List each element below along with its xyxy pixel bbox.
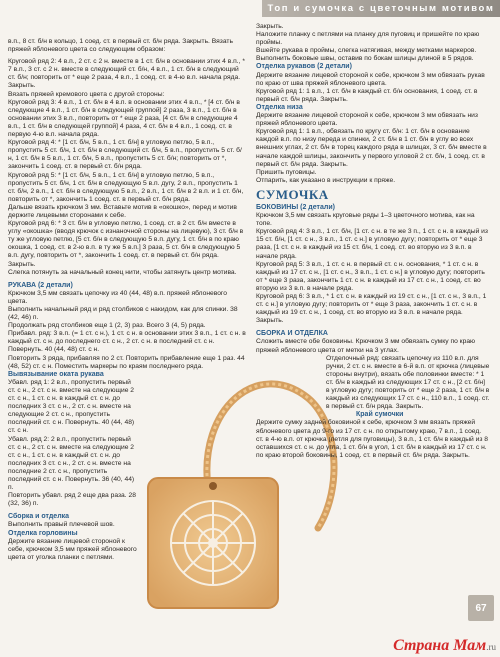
- paragraph: Держите вязание лицевой стороной к себе, крючком 3,5 мм пряжей яблоневого цвета от уголка планки с петлями.: [8, 537, 137, 561]
- section-title-sleeves: РУКАВА (2 детали): [8, 281, 73, 289]
- paragraph: Отпарить, как указано в инструкции к пряже.: [256, 176, 396, 184]
- paragraph: Круговой ряд 2: 4 в.п., 2 ст. с 2 н. вместе в 1 ст. б/н в основании этих 4 в.п., * 7 в.п., 3 ст. с 2 н. вместе в следующий ст. б/н, 4 в.п., 1 ст. б/н в следующий ст. б/н; повторить от * еще 2 раза, 4 в.п., 1 соед. ст. в 4-ю в.п. начала ряда. Закрыть.: [8, 58, 245, 90]
- section-title-finishing: СБОРКА И ОТДЕЛКА: [256, 330, 328, 338]
- paragraph: Круговой ряд 5: 3 в.п., 1 ст. с н. в первый ст. с н. основания, * 1 ст. с н. в каждый из 17 ст. с н., [1 ст. с н., 3 в.п., 1 ст. с н.] в угловую дугу; повторить от * еще 3 раза, закончить 1 ст. с н. в каждый из 17 ст. с н., 1 соед. ст. во вторую из 3 в.п. в начале ряда.: [256, 260, 485, 292]
- logo-domain: .ru: [486, 642, 496, 652]
- paragraph: Круговой ряд 6: 3 в.п., * 1 ст. с н. в каждый из 19 ст. с н., [1 ст. с н., 3 в.п., 1 ст. с н.] в угловую дугу; повторить от * еще 3 раза, закончить 1 ст. с н. в каждый из 19 ст. с н., 1 соед. ст. во вторую из 3 в.п. в начале ряда. Закрыть.: [256, 293, 487, 325]
- paragraph: Сложить вместе обе боковины. Крючком 3 мм обвязать сумку по краю пряжей яблоневого цвета от метки на 3 углах.: [256, 338, 476, 354]
- paragraph: Повторить 3 ряда, прибавляя по 2 ст. Повторить прибавление еще 1 раз. 44 (48, 52) ст. с н. Поместить маркеры по краям последнего ряда.: [8, 354, 245, 370]
- page-header: [262, 0, 500, 17]
- paragraph: Слегка потянуть за начальный конец нити, чтобы затянуть центр мотива.: [8, 268, 237, 276]
- logo-text: Страна Мам: [393, 637, 487, 654]
- paragraph: Вязать пряжей кремового цвета с другой стороны:: [8, 90, 165, 98]
- paragraph: Круговой ряд 5: * [1 ст. б/н, 5 в.п., 1 ст. б/н] в угловую петлю, 5 в.п., пропустить 5 ст. б/н, 1 ст. б/н в следующую 5 в.п. дугу, 2 в.п., пропустить 1 ст. б/н, 2 в.п., 1 ст. б/н в следующую 5 в.п., 2 в.п., 1 ст. б/н в 2 в.п. и 1 ст. б/н, повторить от *, закончить 1 соед. ст. в первый ст. б/н ряда.: [8, 171, 244, 203]
- paragraph: Круговой ряд 3: 4 в.п., 1 ст. б/н в 4 в.п. в основании этих 4 в.п., * [4 ст. б/н в следующие 4 в.п., 1 ст. б/н в следующей группой] 2 раза, 3 в.п., 1 ст. б/н в основании этих 3 в.п., повторить от * еще 2 раза, [4 ст. б/н в следующие 4 в.п., 1 ст. б/н в следующей группой] 4 раза, 4 ст. б/н в 4 в.п., 1 соед. ст. в первую 4-ю в.п. начала ряда.: [8, 98, 240, 139]
- paragraph: Круговой ряд 6: * 3 ст. б/н в угловую петлю, 1 соед. ст. в 2 ст. б/н вместе в углу «окошка» (вводя крючок с изнаночной стороны на лицевую), 3 ст. б/н в ту же угловую петлю, [5 ст. б/н в следующую 5 в.п. дугу, 1 ст. б/н в по краю окошка, 1 соед. ст. в 2-ю в.п. в ту же 5 в.п.] 3 раза, 5 ст. б/н в следующую 5 в.п. дугу, повторить от *, закончить 1 соед. ст. в первый ст. б/н ряда. Закрыть.: [8, 220, 244, 268]
- header-title: Топ и сумочка с цветочным мотивом: [267, 3, 495, 14]
- subsection-title: Вывязывание оката рукава: [8, 370, 104, 378]
- paragraph: Выполнить боковые швы, оставив по бокам шлицы длиной в 5 рядов.: [256, 55, 474, 63]
- paragraph: Держите вязание лицевой стороной к себе, крючком 3 мм обвязать низ пряжей яблоневого цвета.: [256, 112, 478, 128]
- paragraph: Пришить пуговицы.: [256, 168, 317, 176]
- paragraph: Наложите планку с петлями на планку для пуговиц и пришейте по краю проймы.: [256, 31, 480, 47]
- paragraph: Выполнить правый плечевой шов.: [8, 521, 115, 529]
- paragraph: Круговой ряд 1: 1 в.п., 1 ст. б/н в каждый ст. б/н основания, 1 соед. ст. в первый ст. б/н ряда. Закрыть.: [256, 87, 478, 103]
- paragraph: Закрыть.: [256, 23, 284, 30]
- subsection-title: Отделка рукавов (2 детали): [256, 63, 352, 71]
- paragraph: Продолжать ряд столбиков еще 1 (2, 3) раз. Всего 3 (4, 5) ряда.: [8, 322, 206, 330]
- paragraph: Дальше вязать крючком 3 мм. Вставьте мотив в «окошко», перед и мотив держите лицевыми сторонами к себе.: [8, 203, 237, 219]
- paragraph: Отделочный ряд: связать цепочку из 110 в.п. для ручки, 2 ст. с н. вместе в 6-й в.п. от крючка (лицевые стороны внутри), вязать обе половинки вместе: * 1 ст. б/н в каждый из следующих 17 ст. с н., [2 ст. б/н] в угловую дугу; повторить от * еще 2 раза, 1 ст. б/н в каждый из следующих 17 ст. с н., 110 в.п., 1 соед. ст. в первый ст. б/н ряда. Закрыть.: [326, 354, 490, 411]
- paragraph: Держите вязание лицевой стороной к себе, крючком 3 мм обвязать рукав по краю от шва пряжей яблоневого цвета.: [256, 71, 485, 87]
- paragraph: Крючком 3,5 мм связать цепочку из 40 (44, 48) в.п. пряжей яблоневого цвета.: [8, 289, 227, 305]
- subsection-title: Отделка низа: [256, 103, 303, 111]
- paragraph: Крючком 3,5 мм связать круговые ряды 1–3 цветочного мотива, как на топе.: [256, 212, 475, 228]
- site-logo[interactable]: [393, 637, 496, 655]
- paragraph: Повторить убавл. ряд 2 еще два раза. 28 (32, 36) п.: [8, 492, 136, 508]
- subsection-title: Отделка горловины: [8, 529, 78, 537]
- paragraph: Держите сумку задней боковиной к себе, крючком 3 мм вязать пряжей яблоневого цвета до 9-го из 17 ст. с н. по открытому краю, 7 в.п., 1 соед. ст. в 4-ю в.п. от крючка (петля для пуговицы), 3 в.п., 1 ст. б/н в каждый из 8 оставшихся ст. с н. до угла, 1 ст. б/н в угол, 1 ст. б/н в каждый из 17 ст. с н. по краю второй боковины, 1 соед. ст. в первый ст. б/н ряда. Закрыть.: [256, 419, 489, 459]
- paragraph: Убавл. ряд 2: 2 в.п., пропустить первый ст. с н., 2 ст. с н. вместе на следующие 2 ст. с н., 1 ст. с н. в каждый ст. с н. до последних 3 ст. с н., 2 ст. с н. вместе на последние 2 ст. с н., пропустить последний ст. с н. Повернуть. 36 (40, 44) п.: [8, 435, 135, 492]
- section-title-sides: БОКОВИНЫ (2 детали): [256, 203, 335, 211]
- right-column: [256, 23, 490, 460]
- paragraph: в.п., 8 ст. б/н в кольцо, 1 соед. ст. в первый ст. б/н ряда. Закрыть. Вязать пряжей яблоневого цвета со следующим образом:: [8, 38, 233, 54]
- page-number: 67: [468, 595, 494, 621]
- paragraph: Прибавл. ряд: 3 в.п. (= 1 ст. с н.), 1 ст. с н. в основании этих 3 в.п., 1 ст. с н. в каждый ст. с н. до последнего ст. с н., 2 ст. с н. в последний ст. с н. Повернуть. 40 (44, 48) ст. с н.: [8, 330, 246, 354]
- section-title-assembly: Сборка и отделка: [8, 513, 70, 521]
- paragraph: Круговой ряд 1: 1 в.п., обвязать по кругу ст. б/н: 1 ст. б/н в основание каждой в.п. по низу переда и спинки, 2 ст. б/н в 1 ст. б/н в углу во всех внешних углах, 2 ст. б/н в торец каждого ряда в шлицах, 3 ст. б/н вместе в начале каждой шлицы, закончить у первого угловой 2 ст. б/н, 1 соед. ст. в первый ст. б/н ряда. Закрыть.: [256, 128, 487, 168]
- paragraph: Убавл. ряд 1: 2 в.п., пропустить первый ст. с н., 2 ст. с н. вместе на следующие 2 ст. с н., 1 ст. с н. в каждый ст. с н. до последних 3 ст. с н., 2 ст. с н. вместе на следующие 2 ст. с н., пропустить последний ст. с н. Повернуть. 40 (44, 48) ст. с н.: [8, 378, 135, 435]
- paragraph: Выполнить начальный ряд и ряд столбиков с накидом, как для спинки. 38 (42, 46) п.: [8, 306, 238, 322]
- paragraph: Вшейте рукава в проймы, слегка натягивая, между метками маркеров.: [256, 47, 477, 55]
- paragraph: Круговой ряд 4: * [1 ст. б/н, 5 в.п., 1 ст. б/н] в угловую петлю, 5 в.п., пропустить 5 ст. б/н, 1 ст. б/н в следующий ст. б/н, 5 в.п., пропустить 5 ст. б/н, 1 ст. б/н в 5 в.п., 1 ст. б/н, 5 в.п., пропустить 5 ст. б/н; повторить от *, закончить 1 соед. ст. в первый ст. б/н ряда.: [8, 139, 242, 171]
- subsection-title: Край сумочки: [356, 411, 404, 419]
- section-title-bag: СУМОЧКА: [256, 186, 329, 202]
- paragraph: Круговой ряд 4: 3 в.п., 1 ст. б/н, [1 ст. с н. в те же 3 п., 1 ст. с н. в каждый из 15 ст. б/н, [1 ст. с н., 3 в.п., 1 ст. с н.] в угловую дугу; повторить от * еще 3 раза, [1 ст. с н. в каждый из 15 ст. б/н, 1 соед. ст. во вторую из 3 в.п. в начале ряда.: [256, 228, 488, 260]
